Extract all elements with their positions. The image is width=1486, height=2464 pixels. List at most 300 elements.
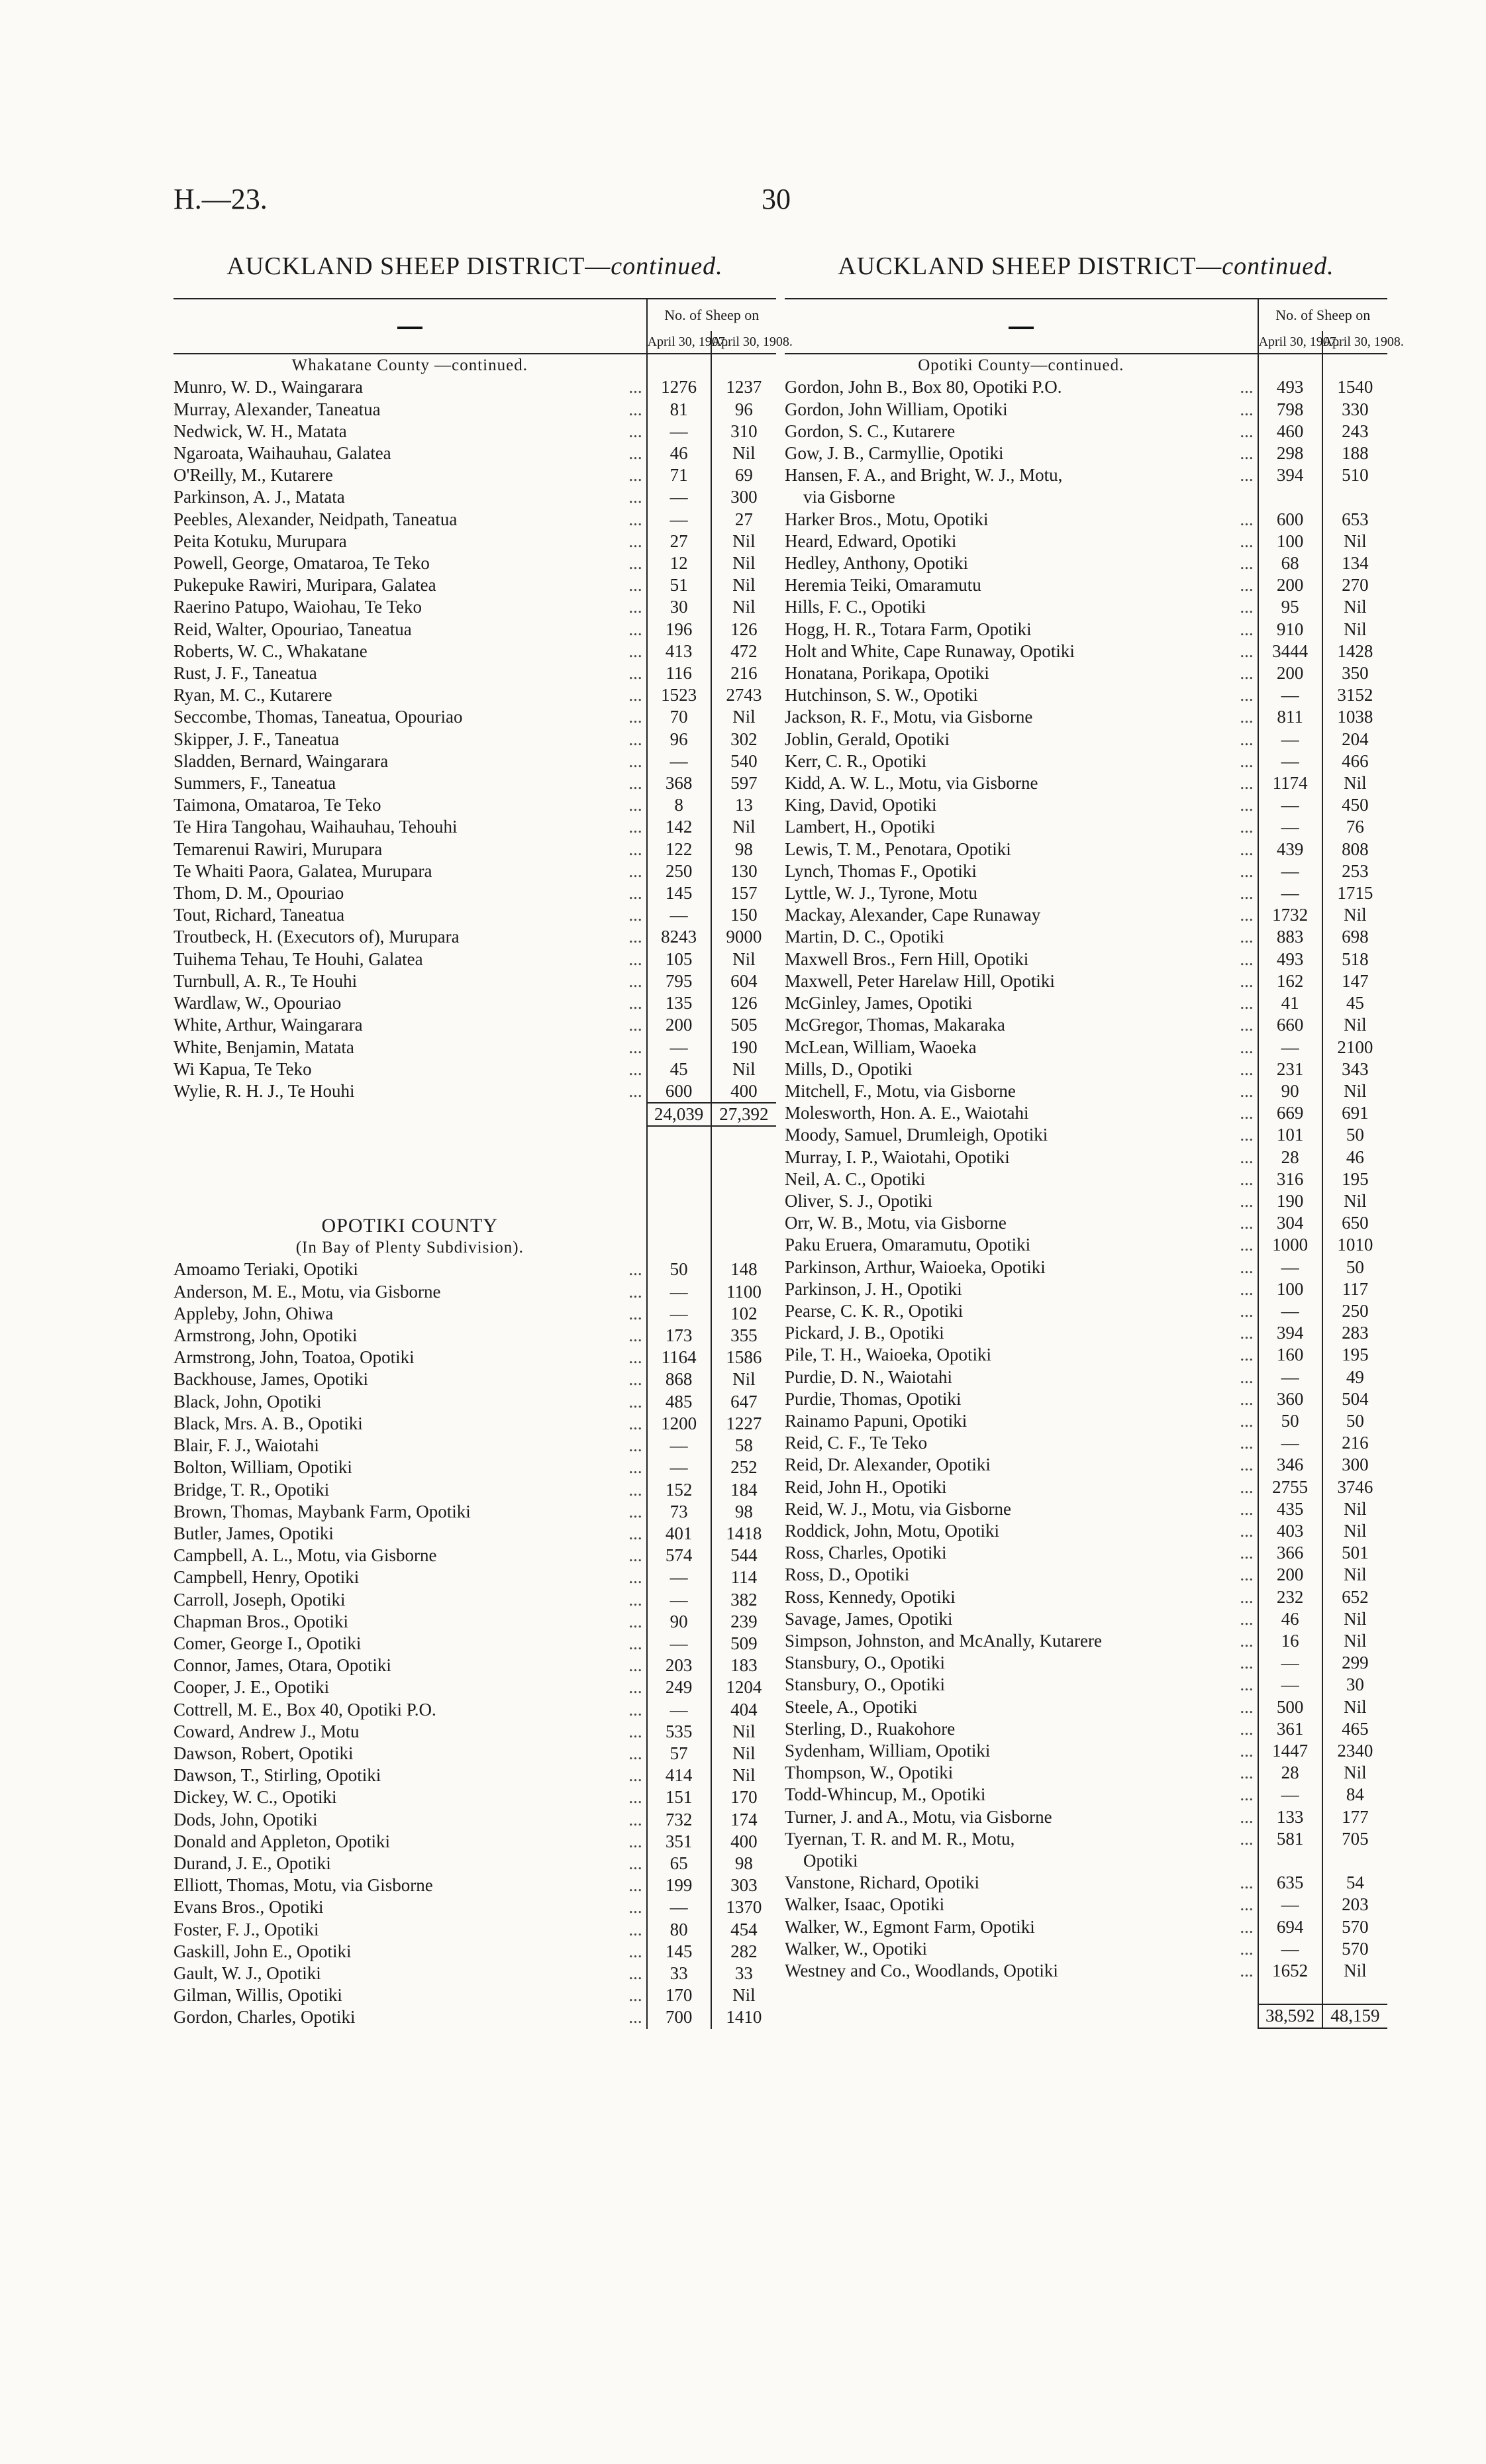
owner-name-text: Oliver, S. J., Opotiki	[785, 1190, 933, 1211]
leader-dots: ...	[1240, 1565, 1254, 1585]
owner-name	[173, 399, 647, 421]
leader-dots: ...	[1240, 1168, 1254, 1189]
leader-dots: ...	[628, 1963, 642, 1983]
owner-name-text: Ngaroata, Waihauhau, Galatea	[173, 443, 391, 464]
owner-name	[785, 531, 1258, 552]
page-number: 30	[762, 183, 791, 215]
sheep-1907: 600	[1258, 509, 1322, 531]
sheep-1907: 346	[1258, 1454, 1322, 1476]
leader-dots: ...	[628, 421, 642, 441]
sheep-1907: 403	[1258, 1520, 1322, 1542]
owner-name	[173, 1963, 647, 1984]
leader-dots: ...	[1240, 1630, 1254, 1651]
owner-name-text: Pickard, J. B., Opotiki	[785, 1323, 944, 1343]
sheep-1907: —	[1258, 1037, 1322, 1058]
leader-dots: ...	[628, 1457, 642, 1478]
owner-name	[173, 442, 647, 464]
blank-row	[173, 1126, 776, 1149]
owner-name	[173, 1435, 647, 1457]
table-row	[173, 619, 776, 641]
sheep-1908: 174	[711, 1809, 776, 1831]
owner-name	[173, 1633, 647, 1655]
owner-name	[785, 1960, 1258, 1982]
empty-cell	[173, 1149, 647, 1171]
sheep-1908: 466	[1322, 750, 1387, 772]
owner-name	[785, 1300, 1258, 1322]
section-heading: (In Bay of Plenty Subdivision).	[295, 1239, 524, 1257]
sheep-1908: 2340	[1322, 1740, 1387, 1762]
table-row	[785, 574, 1387, 596]
sheep-1907	[1258, 1850, 1322, 1872]
total-1908: 48,159	[1322, 2004, 1387, 2028]
table-row	[173, 641, 776, 662]
sheep-1908: Nil	[711, 1743, 776, 1765]
owner-name	[173, 662, 647, 684]
owner-name-text: Powell, George, Omataroa, Te Teko	[173, 553, 430, 574]
owner-name-text: Appleby, John, Ohiwa	[173, 1303, 334, 1323]
leader-dots: ...	[628, 575, 642, 595]
owner-name-text: Thom, D. M., Opouriao	[173, 883, 344, 903]
leader-dots: ...	[1240, 1388, 1254, 1409]
sheep-1908: Nil	[711, 531, 776, 552]
owner-name-text: Reid, W. J., Motu, via Gisborne	[785, 1498, 1011, 1519]
leader-dots: ...	[1240, 1674, 1254, 1695]
leader-dots: ...	[1240, 1520, 1254, 1541]
sheep-1908: 188	[1322, 442, 1387, 464]
owner-name	[785, 684, 1258, 706]
leader-dots: ...	[628, 1347, 642, 1368]
owner-name	[785, 376, 1258, 398]
owner-name	[785, 750, 1258, 772]
table-row	[785, 1806, 1387, 1828]
sheep-1907: —	[1258, 1366, 1322, 1388]
table-row	[173, 1014, 776, 1036]
owner-name	[173, 1786, 647, 1808]
leader-dots: ...	[1240, 1410, 1254, 1431]
owner-name-text: Chapman Bros., Opotiki	[173, 1611, 348, 1631]
owner-name-text: Armstrong, John, Toatoa, Opotiki	[173, 1347, 415, 1368]
owner-name-text: Temarenui Rawiri, Murupara	[173, 839, 383, 859]
owner-name-text: Dawson, Robert, Opotiki	[173, 1743, 354, 1763]
owner-name	[785, 1476, 1258, 1498]
leader-dots: ...	[1240, 1586, 1254, 1607]
table-row	[785, 1037, 1387, 1058]
owner-name	[173, 1984, 647, 2006]
table-row	[785, 992, 1387, 1014]
table-row	[173, 662, 776, 684]
leader-dots: ...	[628, 1501, 642, 1521]
leader-dots: ...	[628, 1479, 642, 1500]
sheep-1908: 1010	[1322, 1234, 1387, 1256]
sheep-1907: 200	[1258, 1564, 1322, 1586]
table-row	[785, 1828, 1387, 1850]
owner-name-text: Purdie, Thomas, Opotiki	[785, 1388, 962, 1409]
table-row	[785, 904, 1387, 926]
sheep-1907: 71	[647, 464, 711, 486]
sheep-1907: —	[1258, 1432, 1322, 1454]
owner-name	[785, 1806, 1258, 1828]
owner-name-text: Brown, Thomas, Maybank Farm, Opotiki	[173, 1501, 471, 1521]
table-row	[173, 1037, 776, 1058]
owner-name	[173, 574, 647, 596]
table-row	[173, 1080, 776, 1103]
sheep-1907: 200	[1258, 662, 1322, 684]
sheep-1908: 203	[1322, 1894, 1387, 1916]
owner-name-text: Opotiki	[803, 1851, 858, 1871]
sheep-1907: 100	[1258, 531, 1322, 552]
leader-dots: ...	[628, 1545, 642, 1566]
owner-name	[785, 1037, 1258, 1058]
table-row	[785, 1476, 1387, 1498]
owner-name	[173, 531, 647, 552]
sheep-1907: 366	[1258, 1542, 1322, 1564]
table-row	[173, 1058, 776, 1080]
blank-row	[785, 1982, 1387, 2004]
table-row	[173, 1303, 776, 1325]
owner-name	[173, 1413, 647, 1435]
sheep-1907: 795	[647, 970, 711, 992]
sheep-1907: 3444	[1258, 641, 1322, 662]
empty-cell	[711, 1149, 776, 1171]
sheep-1907: 8	[647, 794, 711, 816]
sheep-1908: 253	[1322, 860, 1387, 882]
sheep-1908: Nil	[1322, 531, 1387, 552]
table-row	[173, 816, 776, 838]
sheep-1907: 435	[1258, 1498, 1322, 1520]
leader-dots: ...	[1240, 1498, 1254, 1519]
leader-dots: ...	[1240, 1037, 1254, 1057]
sheep-1907: 162	[1258, 970, 1322, 992]
leader-dots: ...	[1240, 729, 1254, 749]
table-row	[785, 1872, 1387, 1894]
sheep-1907: —	[647, 1435, 711, 1457]
owner-name	[173, 421, 647, 442]
table-row	[785, 1322, 1387, 1344]
owner-name-text: Reid, C. F., Te Teko	[785, 1433, 928, 1453]
table-row	[173, 399, 776, 421]
sheep-1907: 669	[1258, 1102, 1322, 1124]
table-row	[785, 1454, 1387, 1476]
owner-name-text: Ryan, M. C., Kutarere	[173, 685, 332, 705]
leader-dots: ...	[628, 1853, 642, 1873]
sheep-1908: 300	[711, 486, 776, 508]
sheep-1907: 2755	[1258, 1476, 1322, 1498]
owner-name	[173, 376, 647, 398]
section-heading: Opotiki County—continued.	[918, 356, 1124, 375]
table-row	[785, 442, 1387, 464]
owner-name	[173, 860, 647, 882]
sheep-1908: 134	[1322, 552, 1387, 574]
dash-mark	[1009, 327, 1034, 329]
sheep-1908: 183	[711, 1655, 776, 1676]
owner-name	[173, 1853, 647, 1874]
table-row	[173, 882, 776, 904]
sheep-1907: 160	[1258, 1344, 1322, 1366]
sheep-1908: Nil	[1322, 1630, 1387, 1652]
right-sheep-table	[785, 298, 1404, 2029]
table-row	[785, 1344, 1387, 1366]
empty-cell	[785, 1982, 1258, 2004]
owner-name	[785, 1718, 1258, 1740]
sheep-1908: Nil	[1322, 1190, 1387, 1212]
owner-name-text: Mackay, Alexander, Cape Runaway	[785, 905, 1041, 925]
owner-name-text: Nedwick, W. H., Matata	[173, 421, 347, 441]
table-row	[173, 1368, 776, 1390]
sheep-1908: Nil	[711, 596, 776, 618]
owner-name-text: Roddick, John, Motu, Opotiki	[785, 1520, 1000, 1541]
leader-dots: ...	[628, 1303, 642, 1323]
sheep-1908: 310	[711, 421, 776, 442]
sheep-1908: 126	[711, 619, 776, 641]
owner-name-text: King, David, Opotiki	[785, 795, 937, 815]
owner-name-text: Pearse, C. K. R., Opotiki	[785, 1300, 964, 1321]
leader-dots: ...	[1240, 1543, 1254, 1563]
owner-name	[173, 1699, 647, 1721]
sheep-1907: —	[647, 1633, 711, 1655]
owner-name-text: Walker, W., Egmont Farm, Opotiki	[785, 1916, 1035, 1937]
sheep-1908: 1237	[711, 376, 776, 398]
owner-name-text: Simpson, Johnston, and McAnally, Kutarere	[785, 1630, 1102, 1651]
sheep-1908: 54	[1322, 1872, 1387, 1894]
sheep-1908: 299	[1322, 1652, 1387, 1674]
owner-name-text: Donald and Appleton, Opotiki	[173, 1831, 390, 1851]
leader-dots: ...	[1240, 883, 1254, 903]
sheep-1907: 304	[1258, 1212, 1322, 1234]
leader-dots: ...	[1240, 1366, 1254, 1387]
leader-dots: ...	[1240, 1015, 1254, 1035]
leader-dots: ...	[628, 377, 642, 397]
sheep-1907: —	[647, 1457, 711, 1478]
table-row	[173, 531, 776, 552]
table-row	[785, 552, 1387, 574]
owner-name	[173, 1589, 647, 1611]
leader-dots: ...	[628, 1611, 642, 1631]
sheep-1908: 46	[1322, 1147, 1387, 1168]
sheep-1907: 1276	[647, 376, 711, 398]
blank-row	[173, 1149, 776, 1171]
table-row	[785, 1784, 1387, 1806]
leader-dots: ...	[628, 1015, 642, 1035]
sheep-1908: Nil	[711, 949, 776, 970]
table-row	[173, 1743, 776, 1765]
sheep-1907: 811	[1258, 706, 1322, 728]
sheep-1908: 570	[1322, 1916, 1387, 1938]
sheep-1908: 204	[1322, 729, 1387, 750]
leader-dots: ...	[1240, 707, 1254, 727]
owner-name	[785, 421, 1258, 442]
empty-cell	[173, 1126, 647, 1149]
owner-name-text: Maxwell Bros., Fern Hill, Opotiki	[785, 949, 1029, 969]
sheep-1907: 133	[1258, 1806, 1322, 1828]
owner-name-text: Elliott, Thomas, Motu, via Gisborne	[173, 1875, 433, 1896]
section-heading-row	[173, 354, 776, 376]
sheep-1908: 170	[711, 1786, 776, 1808]
sheep-1907: 883	[1258, 926, 1322, 948]
sheep-1908: 400	[711, 1831, 776, 1853]
left-table-body	[173, 354, 776, 2028]
owner-name	[785, 1652, 1258, 1674]
sheep-1907: 68	[1258, 552, 1322, 574]
sheep-1907: 868	[647, 1368, 711, 1390]
owner-name	[785, 1344, 1258, 1366]
sheep-1908: 76	[1322, 816, 1387, 838]
leader-dots: ...	[1240, 1763, 1254, 1783]
owner-name-text: McGregor, Thomas, Makaraka	[785, 1015, 1005, 1035]
owner-name	[785, 1696, 1258, 1718]
sheep-1907: —	[647, 1281, 711, 1303]
sheep-1908: 691	[1322, 1102, 1387, 1124]
owner-name	[785, 860, 1258, 882]
sheep-1908: 1100	[711, 1281, 776, 1303]
table-row	[785, 882, 1387, 904]
sheep-1907: —	[1258, 1894, 1322, 1916]
sheep-1908: 570	[1322, 1938, 1387, 1960]
owner-name-text: Lynch, Thomas F., Opotiki	[785, 860, 977, 881]
leader-dots: ...	[1240, 839, 1254, 859]
owner-name	[173, 1457, 647, 1478]
owner-name	[173, 1545, 647, 1566]
owner-name	[785, 1058, 1258, 1080]
owner-name-text: Paku Eruera, Omaramutu, Opotiki	[785, 1235, 1031, 1255]
sheep-1908: Nil	[711, 816, 776, 838]
owner-name	[173, 1896, 647, 1918]
owner-name-text: Munro, W. D., Waingarara	[173, 377, 364, 397]
owner-name-text: Cottrell, M. E., Box 40, Opotiki P.O.	[173, 1699, 436, 1720]
leader-dots: ...	[1240, 663, 1254, 684]
leader-dots: ...	[1240, 773, 1254, 794]
owner-name	[785, 1190, 1258, 1212]
sheep-1907: 90	[1258, 1080, 1322, 1102]
leader-dots: ...	[628, 1897, 642, 1918]
sheep-1907: 142	[647, 816, 711, 838]
sheep-1908: 1410	[711, 2006, 776, 2028]
table-row	[785, 1410, 1387, 1432]
leader-dots: ...	[628, 1058, 642, 1079]
sheep-1908: Nil	[711, 1721, 776, 1743]
sheep-1907: —	[1258, 1652, 1322, 1674]
sheep-1907: 95	[1258, 596, 1322, 618]
owner-name	[785, 574, 1258, 596]
owner-name	[173, 750, 647, 772]
leader-dots: ...	[1240, 949, 1254, 969]
owner-name-text: Te Whaiti Paora, Galatea, Murupara	[173, 860, 432, 881]
owner-name	[173, 1743, 647, 1765]
empty-cell	[1322, 354, 1387, 376]
sheep-1908: 454	[711, 1919, 776, 1941]
table-row	[173, 509, 776, 531]
table-row	[785, 1674, 1387, 1696]
sheep-1907: 401	[647, 1523, 711, 1545]
owner-name	[173, 464, 647, 486]
leader-dots: ...	[628, 1941, 642, 1961]
owner-name	[785, 706, 1258, 728]
sheep-1908: 1204	[711, 1676, 776, 1698]
owner-name-text: Black, Mrs. A. B., Opotiki	[173, 1413, 363, 1433]
sheep-1907: 46	[1258, 1608, 1322, 1630]
owner-name-text: Gow, J. B., Carmyllie, Opotiki	[785, 443, 1004, 464]
table-row	[785, 531, 1387, 552]
sheep-1907: 173	[647, 1325, 711, 1347]
owner-name-text: Seccombe, Thomas, Taneatua, Opouriao	[173, 707, 463, 727]
sheep-1908: 98	[711, 1853, 776, 1874]
leader-dots: ...	[628, 1655, 642, 1676]
sheep-1908: Nil	[711, 1984, 776, 2006]
owner-name-text: Bolton, William, Opotiki	[173, 1457, 352, 1478]
leader-dots: ...	[1240, 641, 1254, 661]
sheep-1907: —	[1258, 1938, 1322, 1960]
table-row	[173, 926, 776, 948]
sheep-1908: 130	[711, 860, 776, 882]
sheep-1907: 394	[1258, 1322, 1322, 1344]
table-row	[785, 486, 1387, 508]
table-row	[785, 421, 1387, 442]
leader-dots: ...	[1240, 597, 1254, 617]
owner-name-text: Bridge, T. R., Opotiki	[173, 1479, 330, 1500]
sheep-1908: 1370	[711, 1896, 776, 1918]
owner-name-text: O'Reilly, M., Kutarere	[173, 465, 333, 486]
sheep-1908: 705	[1322, 1828, 1387, 1850]
owner-name-text: Armstrong, John, Opotiki	[173, 1325, 358, 1346]
owner-name	[785, 1322, 1258, 1344]
owner-name	[173, 552, 647, 574]
leader-dots: ...	[1240, 1718, 1254, 1739]
leader-dots: ...	[1240, 1080, 1254, 1101]
owner-name-text: Rust, J. F., Taneatua	[173, 663, 317, 684]
owner-name	[173, 1721, 647, 1743]
owner-name	[785, 1828, 1258, 1850]
sheep-1908: Nil	[1322, 1014, 1387, 1036]
table-row	[785, 399, 1387, 421]
sheep-1908: 2100	[1322, 1037, 1387, 1058]
sheep-1908: 510	[1322, 464, 1387, 486]
owner-name	[785, 1102, 1258, 1124]
leader-dots: ...	[1240, 795, 1254, 815]
owner-name-text: Parkinson, A. J., Matata	[173, 487, 345, 507]
table-row	[173, 1281, 776, 1303]
leader-dots: ...	[628, 750, 642, 771]
owner-name-text: Westney and Co., Woodlands, Opotiki	[785, 1961, 1058, 1981]
owner-name-text: Sladden, Bernard, Waingarara	[173, 750, 389, 771]
sheep-1907: 298	[1258, 442, 1322, 464]
owner-name-text: Reid, Dr. Alexander, Opotiki	[785, 1455, 991, 1475]
sheep-1908: Nil	[711, 706, 776, 728]
table-row	[785, 1212, 1387, 1234]
sheep-1907: 135	[647, 992, 711, 1014]
table-row	[173, 1479, 776, 1501]
empty-cell	[1258, 354, 1322, 376]
table-row	[785, 619, 1387, 641]
leader-dots: ...	[1240, 1806, 1254, 1827]
section-heading: Whakatane County —continued.	[291, 356, 528, 375]
table-row	[173, 1611, 776, 1633]
owner-name	[173, 1523, 647, 1545]
sheep-1907: —	[1258, 1784, 1322, 1806]
owner-name-text: Cooper, J. E., Opotiki	[173, 1677, 330, 1698]
sheep-1907: 361	[1258, 1718, 1322, 1740]
sheep-1908: 1540	[1322, 376, 1387, 398]
owner-name	[173, 729, 647, 750]
leader-dots: ...	[1240, 1873, 1254, 1893]
owner-name	[785, 1278, 1258, 1300]
sheep-1907: —	[647, 750, 711, 772]
owner-name-text: Maxwell, Peter Harelaw Hill, Opotiki	[785, 970, 1055, 991]
sheep-1907: 8243	[647, 926, 711, 948]
sheep-1908: 270	[1322, 574, 1387, 596]
sheep-1908: 216	[1322, 1432, 1387, 1454]
owner-name-text: Hansen, F. A., and Bright, W. J., Motu,	[785, 465, 1063, 486]
owner-name-text: Campbell, A. L., Motu, via Gisborne	[173, 1545, 437, 1566]
table-row	[785, 1498, 1387, 1520]
